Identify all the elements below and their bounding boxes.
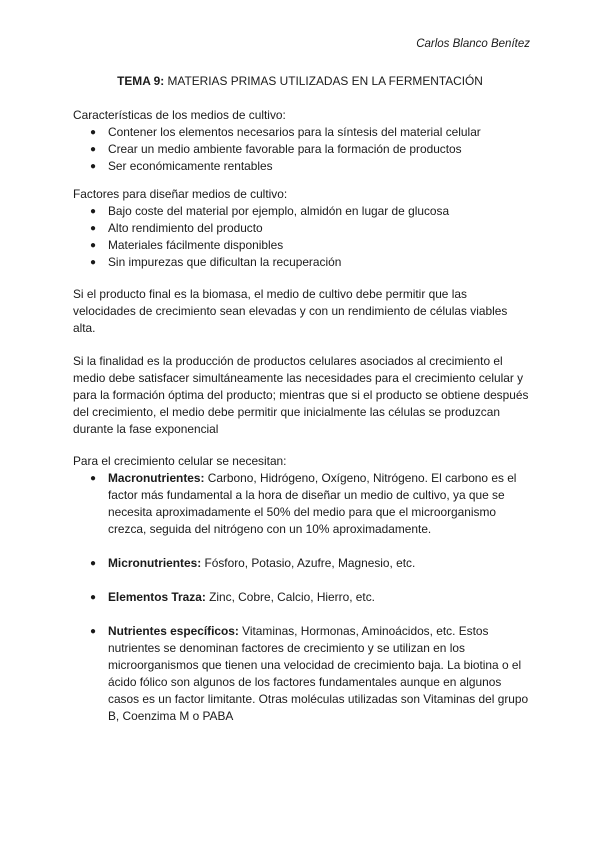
item-term: Elementos Traza: [108, 590, 206, 604]
item-text: Vitaminas, Hormonas, Aminoácidos, etc. Estos nutrientes se denominan factores de crecimiento y se utilizan en los microorganismos que tienen una velocidad de crecimiento baja. La biotina o el ácido fólico son algunos de los factores fundamentales aunque en algunos casos es un factor limitante. Otras moléculas utilizadas son Vitaminas del grupo B, Coenzima M o PABA [108, 624, 529, 723]
bullet-icon: ● [90, 257, 97, 268]
list-item: ● Materiales fácilmente disponibles [90, 238, 284, 252]
item-text: Fósforo, Potasio, Azufre, Magnesio, etc. [201, 556, 416, 570]
section-intro: Características de los medios de cultivo: [73, 108, 286, 122]
list-item: ● Contener los elementos necesarios para la síntesis del material celular [90, 125, 481, 139]
title-prefix: TEMA 9: [117, 74, 165, 88]
bullet-icon: ● [90, 558, 97, 569]
design-factors [73, 186, 533, 271]
list-item: ● Crear un medio ambiente favorable para la formación de productos [90, 142, 462, 156]
list-item: ● Sin impurezas que dificultan la recuperación [90, 255, 342, 269]
bullet-icon: ● [90, 144, 97, 155]
item-text: Carbono, Hidrógeno, Oxígeno, Nitrógeno. El carbono es el factor más fundamental a la hora de diseñar un medio de cultivo, ya que se necesita aproximadamente el 50% del medio para que el microorganismo crezca, seguida del nitrógeno con un 10% aproximadamente. [108, 471, 517, 536]
bullet-list [73, 203, 533, 271]
nutrients-list [73, 470, 533, 725]
bullet-icon: ● [90, 223, 97, 234]
bullet-icon: ● [90, 240, 97, 251]
list-item-micronutrients [73, 555, 533, 572]
list-item-macronutrients [73, 470, 533, 538]
nutrients-section [73, 453, 533, 742]
item-text: Zinc, Cobre, Calcio, Hierro, etc. [205, 590, 375, 604]
bullet-icon: ● [90, 626, 97, 637]
title-text: MATERIAS PRIMAS UTILIZADAS EN LA FERMENTACIÓN [164, 74, 483, 88]
biomass-paragraph [73, 286, 533, 337]
document-title [0, 73, 600, 90]
author-name: Carlos Blanco Benítez [416, 38, 530, 50]
section-intro: Para el crecimiento celular se necesitan: [73, 454, 287, 468]
list-item: ● Bajo coste del material por ejemplo, almidón en lugar de glucosa [90, 204, 450, 218]
list-item-trace-elements [73, 589, 533, 606]
item-term: Nutrientes específicos: [108, 624, 239, 638]
culture-media-characteristics [73, 107, 533, 175]
paragraph: Si el producto final es la biomasa, el medio de cultivo debe permitir que las velocidades de crecimiento sean elevadas y con un rendimiento de células viables alta. [73, 287, 508, 335]
list-item-specific-nutrients [73, 623, 533, 725]
bullet-icon: ● [90, 473, 97, 484]
section-intro: Factores para diseñar medios de cultivo: [73, 187, 288, 201]
products-paragraph [73, 353, 533, 438]
bullet-icon: ● [90, 206, 97, 217]
paragraph: Si la finalidad es la producción de productos celulares asociados al crecimiento el medio debe satisfacer simultáneamente las necesidades para el crecimiento celular y para la formación óptima del producto; mientras que si el producto se obtiene después del crecimiento, el medio debe permitir que inicialmente las células se produzcan durante la fase exponencial [73, 354, 529, 436]
bullet-icon: ● [90, 592, 97, 603]
bullet-list [73, 124, 533, 175]
bullet-icon: ● [90, 161, 97, 172]
list-item: ● Ser económicamente rentables [90, 159, 273, 173]
item-term: Macronutrientes: [108, 471, 205, 485]
list-item: ● Alto rendimiento del producto [90, 221, 263, 235]
item-term: Micronutrientes: [108, 556, 202, 570]
bullet-icon: ● [90, 127, 97, 138]
